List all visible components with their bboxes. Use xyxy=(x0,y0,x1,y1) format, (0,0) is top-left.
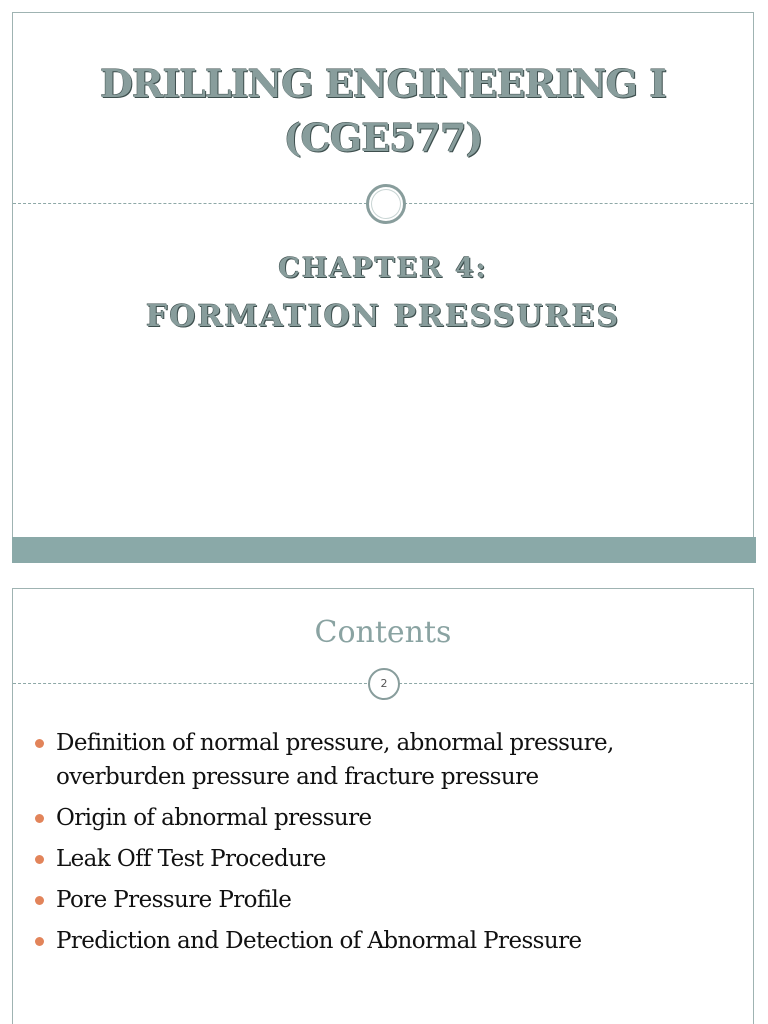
bullet-icon xyxy=(35,896,44,905)
bullet-icon xyxy=(35,937,44,946)
list-item xyxy=(33,924,743,958)
slide-footer-bar xyxy=(12,537,756,563)
list-item-text: Prediction and Detection of Abnormal Pressure xyxy=(56,928,582,954)
page-number-badge: 2 xyxy=(368,668,400,700)
list-item-text: Definition of normal pressure, abnormal pressure, overburden pressure and fracture pressure xyxy=(56,730,614,790)
contents-list xyxy=(33,726,743,965)
contents-slide xyxy=(12,588,754,1024)
list-item xyxy=(33,842,743,876)
bullet-icon xyxy=(35,814,44,823)
course-title-line2: (CGE577) xyxy=(283,115,483,160)
list-item-text: Leak Off Test Procedure xyxy=(56,846,326,872)
chapter-title: FORMATION PRESSURES xyxy=(145,299,621,334)
divider-circle-icon xyxy=(366,184,406,224)
list-item xyxy=(33,883,743,917)
list-item-text: Pore Pressure Profile xyxy=(56,887,292,913)
course-title-line1: DRILLING ENGINEERING I xyxy=(99,61,667,106)
bullet-icon xyxy=(35,739,44,748)
chapter-label: CHAPTER 4: xyxy=(278,253,488,284)
title-slide xyxy=(12,12,754,563)
contents-heading: Contents xyxy=(314,615,452,650)
list-item-text: Origin of abnormal pressure xyxy=(56,805,372,831)
bullet-icon xyxy=(35,855,44,864)
list-item xyxy=(33,801,743,835)
list-item xyxy=(33,726,743,794)
